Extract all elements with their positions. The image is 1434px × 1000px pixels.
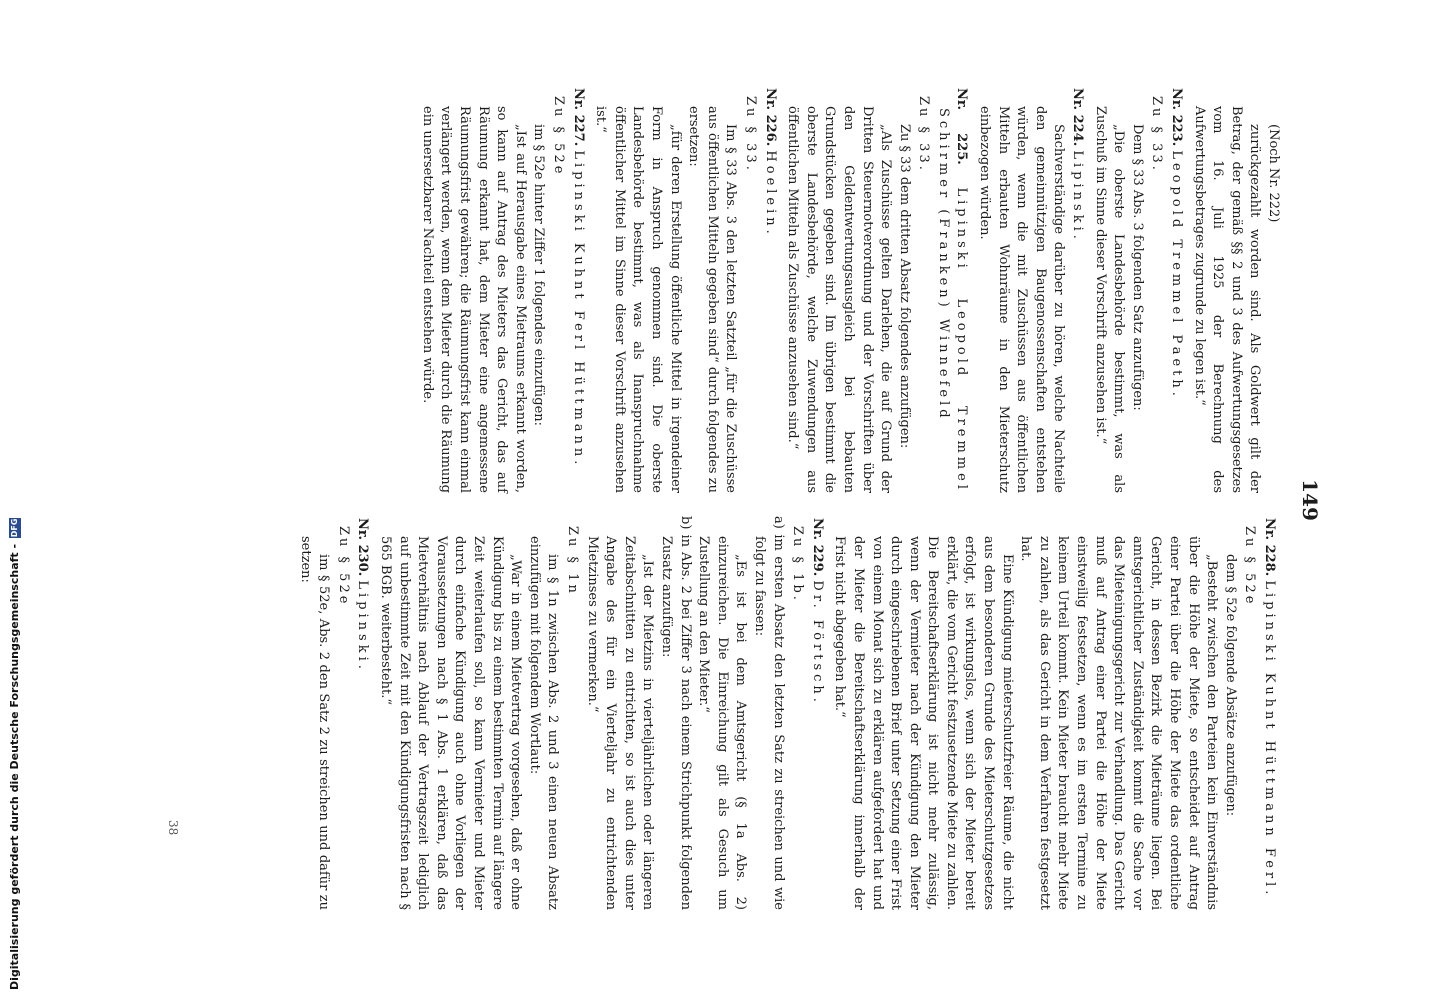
motion-number: Nr. 226. <box>762 88 778 147</box>
section-reference: Zu § 33. <box>742 96 758 173</box>
motion-signatories: Leopold Tremmel Paeth. <box>1169 150 1185 400</box>
digitization-note-text: Digitalisierung gefördert durch die Deutsche Forschungsgemeinschaft - <box>8 543 21 990</box>
item-text: in Abs. 2 bei Ziffer 3 nach einem Strichpunkt folgenden Zusatz anzufügen: <box>659 534 693 910</box>
section-reference: Zu § 52e <box>1242 526 1258 607</box>
section-reference: Zu § 1b. <box>790 526 806 603</box>
motion-signatories: Lipinski. <box>1070 150 1086 243</box>
motion-heading <box>1166 88 1185 493</box>
quoted-text: „Als Zuschüsse gelten Darlehen, die auf Grund der Dritten Steuernotverordnung und der Vorschriften über den Geldentwertungsausgleich bei bebauten Grundstücken gegeben sind. Im übrigen bestimmt die oberste Landesbehörde, welche Zuwendungen aus öffentlichen Mitteln als Zuschüsse anzusehen sind.“ <box>785 106 894 493</box>
rotated-page-content <box>140 0 1330 1000</box>
paragraph: im § 52e, Abs. 2 den Satz 2 zu streichen und dafür zu setzen: <box>297 536 332 910</box>
section-reference: Zu § 52e <box>551 96 567 177</box>
section-reference: Zu § 1n <box>565 526 581 596</box>
motion-number: Nr. 230. <box>355 518 371 577</box>
paragraph: dem § 52e folgende Absätze anzufügen: <box>1222 554 1238 817</box>
quoted-text: „Die oberste Landesbehörde bestimmt, was als Zuschuß im Sinne dieser Vorschrift anzusehen ist.“ <box>1092 106 1127 493</box>
motion-signatories: Hoelein. <box>762 150 778 238</box>
motion-number: Nr. 225. <box>954 88 970 165</box>
motion-heading <box>353 518 372 910</box>
dfg-logo: DFG <box>10 518 19 538</box>
enumerated-item <box>656 518 693 910</box>
motion-number: Nr. 223. <box>1169 88 1185 147</box>
motion-number: Nr. 229. <box>809 518 825 577</box>
section-reference: Zu § 33. <box>916 96 932 173</box>
quoted-text: „Ist der Mietzins in vierteljährlichen oder längeren Zeitabschnitten zu entrichten, so ist auch dies unter Angabe des für ein Vierteljahr zu entrichtenden Mietzinses zu vermerken.“ <box>584 536 656 910</box>
motion-heading <box>933 88 970 493</box>
motion-signatories: Lipinski. <box>355 580 371 673</box>
section-reference: Zu § 33. <box>1149 96 1165 173</box>
quoted-text: „War in einem Mietvertrag vorgesehen, daß er ohne Kündigung bis zu einem bestimmten Termin auf längere Zeit weiterlaufen soll, so kann Vermieter und Mieter durch einfache Kündigung auch ohne Vorliegen der Voraussetzungen nach § 1 Abs. 1 erklären, daß das Mietverhältnis nach Ablauf der Vertragszeit lediglich auf unbestimmte Zeit mit den Kündigungsfristen nach § 565 BGB. weiterbesteht.“ <box>378 536 524 910</box>
digitization-note <box>4 0 26 1000</box>
footer-number: 38 <box>166 820 180 836</box>
motion-signatories: Lipinski Leopold Tremmel Schirmer (Franken) Winnefeld <box>935 108 970 493</box>
motion-signatories: Dr. Förtsch. <box>809 580 825 706</box>
motion-heading <box>1067 88 1086 493</box>
right-column <box>295 518 1282 910</box>
section-reference: Zu § 52e <box>335 526 351 607</box>
item-label: b) <box>677 516 693 530</box>
paragraph: im § 1n zwischen Abs. 2 und 3 einen neuen Absatz einzufügen mit folgendem Wortlaut: <box>526 536 561 910</box>
paragraph: Dem § 33 Abs. 3 folgenden Satz anzufügen: <box>1129 124 1145 411</box>
left-column <box>417 88 1282 493</box>
motion-number: Nr. 228. <box>1262 518 1277 577</box>
paragraph: im § 52e hinter Ziffer 1 folgendes einzufügen: <box>531 124 547 427</box>
motion-heading <box>807 518 826 910</box>
paragraph: (Noch Nr. 222) <box>1266 124 1281 223</box>
motion-heading <box>760 88 779 493</box>
item-label: a) <box>770 516 786 529</box>
enumerated-item <box>749 518 786 910</box>
page-number: 149 <box>1298 479 1322 521</box>
motion-signatories: Lipinski Kuhnt Hüttmann Ferl. <box>1262 580 1277 899</box>
item-text: im ersten Absatz den letzten Satz zu streichen und wie folgt zu fassen: <box>751 534 786 911</box>
paragraph: zurückgezahlt worden sind. Als Goldwert gilt der Betrag, der gemäß §§ 2 und 3 des Aufwertungsgesetzes vom 16. Juli 1925 der Berechnung des Aufwertungsbetrages zugrunde zu legen ist.“ <box>1191 106 1263 493</box>
quoted-text: „Es ist bei dem Amtsgericht (§ 1a Abs. 2) einzureichen. Die Einreichung gilt als Gesuch um Zustellung an den Mieter.“ <box>696 536 749 910</box>
quoted-text: Eine Kündigung mieterschutzfreier Räume, die nicht aus dem besonderen Grunde des Mieterschutzgesetzes erfolgt, ist wirkungslos, wenn sich der Mieter bereit erklärt, die vom Gericht festzusetzende Miete zu zahlen. Die Bereitschaftserklärung ist nicht mehr zulässig, wenn der Vermieter nach der Kündigung den Mieter durch eingeschriebenen Brief unter Setzung einer Frist von einem Monat sich zu erklären aufgefordert hat und der Mieter die Bereitschaftserklärung innerhalb der Frist nicht abgegeben hat.“ <box>832 536 1015 910</box>
paragraph: Im § 33 Abs. 3 den letzten Satzteil „für die Zuschüsse aus öffentlichen Mitteln gegeben sind“ durch folgendes zu ersetzen: <box>686 106 739 493</box>
quoted-text: „Ist auf Herausgabe eines Mietraums erkannt worden, so kann auf Antrag des Mieters das Gericht, das auf Räumung erkannt hat, dem Mieter eine angemessene Räumungsfrist gewähren; die Räumungsfrist kann einmal verlängert werden, wenn dem Mieter durch die Räumung ein unersetzbarer Nachteil entstehen würde. <box>419 106 528 493</box>
paragraph: Sachverständige darüber zu hören, welche Nachteile den gemeinnützigen Baugenossenschaften entstehen würden, wenn die mit Zuschüssen aus öffentlichen Mitteln erbauten Wohnräume in den Mieterschutz einbezogen würden. <box>977 106 1067 493</box>
motion-heading <box>568 88 587 493</box>
motion-number: Nr. 227. <box>570 88 586 147</box>
quoted-text: „für deren Erstellung öffentliche Mittel in irgendeiner Form in Anspruch genommen sind. Die oberste Landesbehörde bestimmt, was als Inanspruchnahme öffentlicher Mittel im Sinne dieser Vorschrift anzusehen ist.“ <box>593 106 683 493</box>
scanned-page <box>140 0 1330 1000</box>
quoted-text: „Besteht zwischen den Parteien kein Einverständnis über die Höhe der Miete, so entscheidet auf Antrag einer Partei über die Höhe der Miete das ordentliche Gericht, in dessen Bezirk die Mieträume liegen. Bei amtsgerichtlicher Zuständigkeit kommt die Sache vor das Mieteinigungsgericht zur Verhandlung. Das Gericht muß auf Antrag einer Partei die Höhe der Miete einstweilig festsetzen, wenn es im ersten Termine zu keinem Urteil kommt. Kein Mieter braucht mehr Miete zu zahlen, als das Gericht in dem Verfahren festgesetzt hat. <box>1018 536 1220 910</box>
motion-heading <box>1259 518 1278 910</box>
motion-signatories: Lipinski Kuhnt Ferl Hüttmann. <box>570 150 586 469</box>
motion-number: Nr. 224. <box>1070 88 1086 147</box>
paragraph: Zu § 33 dem dritten Absatz folgendes anzufügen: <box>896 124 912 449</box>
